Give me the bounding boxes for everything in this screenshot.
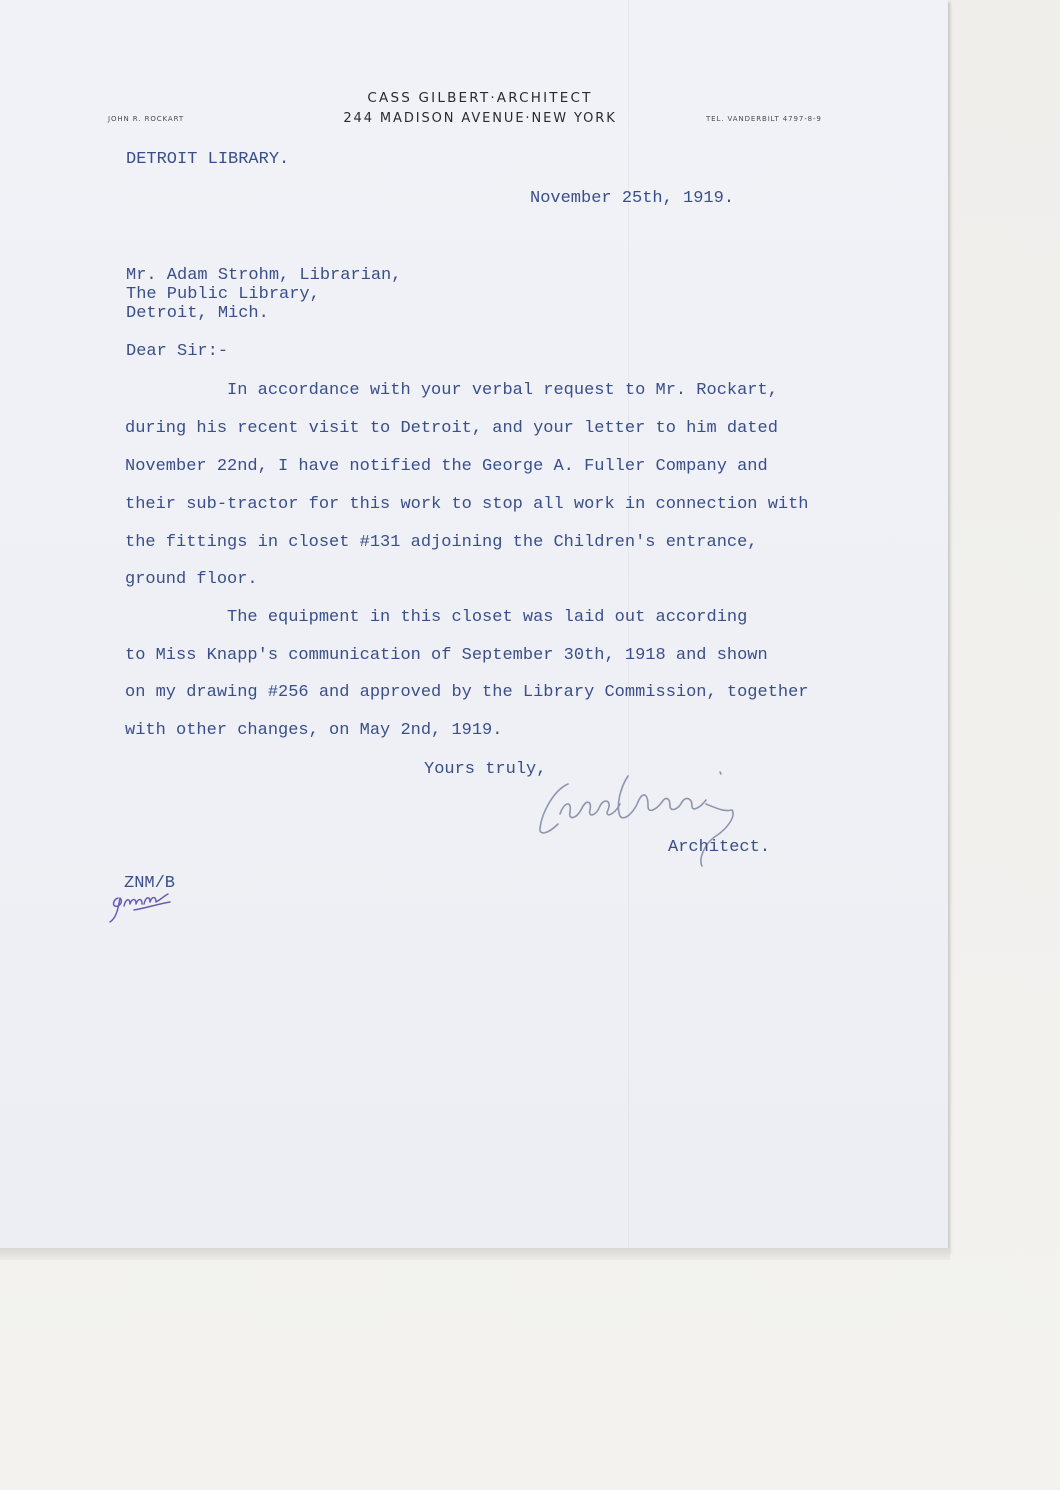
handwritten-initials	[104, 884, 184, 926]
sheet-edge-shadow	[0, 1248, 950, 1260]
body-line: In accordance with your verbal request to Mr. Rockart,	[125, 381, 778, 400]
body-line: ground floor.	[125, 570, 258, 589]
body-line: with other changes, on May 2nd, 1919.	[125, 721, 503, 740]
salutation: Dear Sir:-	[126, 342, 229, 361]
typist-initials: ZNM/B	[124, 874, 176, 893]
letter-date: November 25th, 1919.	[530, 189, 735, 208]
letterhead-address: 244 MADISON AVENUE·NEW YORK	[343, 111, 617, 126]
body-line: the fittings in closet #131 adjoining the Children's entrance,	[125, 533, 758, 552]
reference-line: DETROIT LIBRARY.	[126, 150, 290, 169]
body-line: to Miss Knapp's communication of September 30th, 1918 and shown	[125, 646, 768, 665]
body-line: The equipment in this closet was laid out according	[125, 608, 748, 627]
letterhead-telephone: TEL. VANDERBILT 4797-8-9	[706, 115, 822, 123]
signer-title: Architect.	[668, 838, 771, 857]
body-line: on my drawing #256 and approved by the Library Commission, together	[125, 683, 809, 702]
body-line: their sub-tractor for this work to stop all work in connection with	[125, 495, 809, 514]
recipient-line: Mr. Adam Strohm, Librarian,	[126, 266, 402, 285]
body-line: November 22nd, I have notified the George A. Fuller Company and	[125, 457, 768, 476]
letterhead-firm: CASS GILBERT·ARCHITECT	[367, 90, 593, 106]
body-line: during his recent visit to Detroit, and your letter to him dated	[125, 419, 778, 438]
letterhead-associate: JOHN R. ROCKART	[108, 115, 185, 123]
recipient-address	[126, 266, 401, 323]
recipient-line: Detroit, Mich.	[126, 304, 269, 323]
closing: Yours truly,	[424, 760, 547, 779]
recipient-line: The Public Library,	[126, 285, 320, 304]
